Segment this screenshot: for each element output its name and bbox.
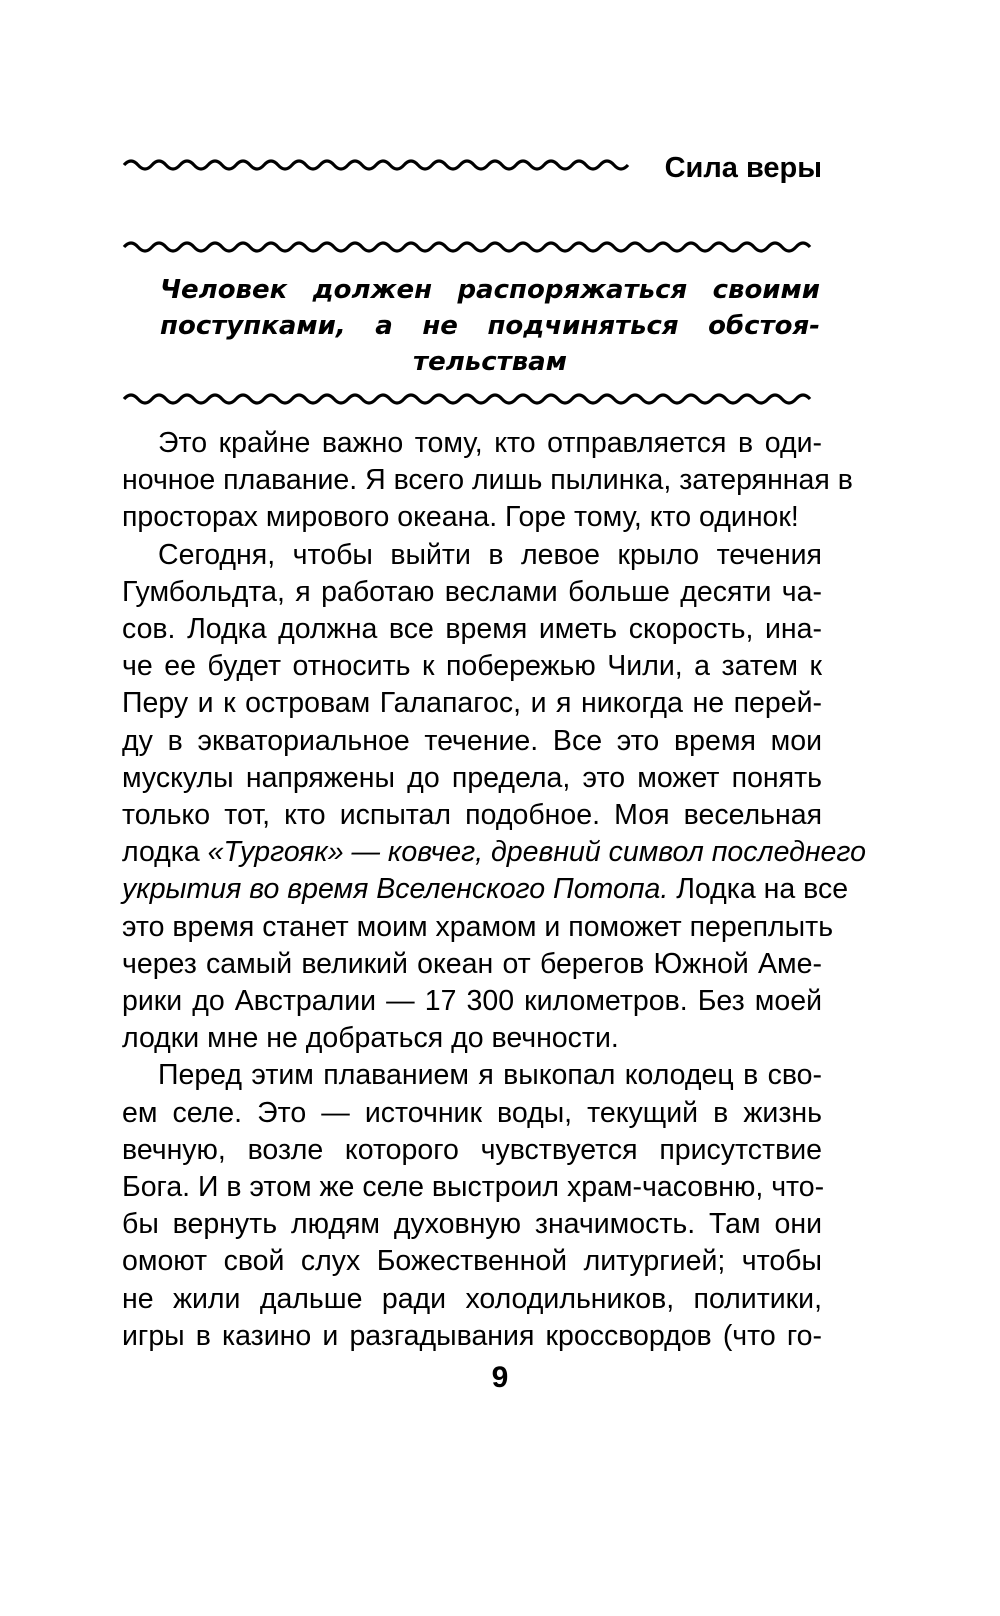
running-header <box>0 148 1000 188</box>
body-text <box>122 425 866 1355</box>
body-line: рики до Австралии — 17 300 километров. Без моей <box>122 985 822 1018</box>
body-line: бы вернуть людям духовную значимость. Там они <box>122 1208 822 1241</box>
body-line: лодки мне не добраться до вечности. <box>122 1022 619 1055</box>
heading-top-wave-rule <box>122 236 822 258</box>
body-line-mixed <box>122 834 866 871</box>
page-number: 9 <box>491 1361 509 1394</box>
body-line: ду в экваториальное течение. Все это время мои <box>122 724 822 757</box>
body-line: через самый великий океан от берегов Южной Аме- <box>122 947 822 980</box>
body-line: Гумбольдта, я работаю веслами больше десяти ча- <box>122 575 822 608</box>
body-line: игры в казино и разгадывания кроссвордов (что го- <box>122 1319 822 1352</box>
body-line: сов. Лодка должна все время иметь скорость, ина- <box>122 613 822 646</box>
body-line: Перед этим плаванием я выкопал колодец в сво- <box>158 1059 822 1092</box>
body-line: омоют свой слух Божественной литургией; чтобы <box>122 1245 822 1278</box>
heading-line: поступками, а не подчиняться обстоя- <box>160 311 820 341</box>
heading-bottom-wave-rule <box>122 388 822 410</box>
body-line: Перу и к островам Галапагос, и я никогда не перей- <box>122 687 822 720</box>
body-line: вечную, возле которого чувствуется присутствие <box>122 1133 822 1166</box>
body-line: Сегодня, чтобы выйти в левое крыло течения <box>158 538 822 571</box>
body-line-italic-part: «Тургояк» — ковчег, древний символ последнего <box>207 836 866 869</box>
heading-line: Человек должен распоряжаться своими <box>160 275 820 305</box>
chapter-heading <box>160 272 820 380</box>
body-line: Это крайне важно тому, кто отправляется в оди- <box>158 427 822 459</box>
body-line-mixed <box>122 871 849 908</box>
body-line-italic-part: укрытия во время Вселенского Потопа. <box>122 873 669 906</box>
body-line: Бога. И в этом же селе выстроил храм-часовню, что- <box>122 1171 825 1204</box>
body-line: ем селе. Это — источник воды, текущий в жизнь <box>122 1096 822 1129</box>
header-wave-path <box>124 161 628 169</box>
body-line-plain-part: лодка <box>122 836 208 869</box>
heading-line: тельствам <box>413 347 567 377</box>
header-wave-rule <box>122 154 638 176</box>
body-line-plain-part: Лодка на все <box>668 873 849 906</box>
body-line: только тот, кто испытал подобное. Моя весельная <box>122 799 822 832</box>
body-line: это время станет моим храмом и поможет переплыть <box>122 910 834 943</box>
running-title: Сила веры <box>664 152 822 184</box>
body-line: че ее будет относить к побережью Чили, а затем к <box>122 650 822 683</box>
body-line: мускулы напряжены до предела, это может понять <box>122 761 822 794</box>
body-line: ночное плавание. Я всего лишь пылинка, затерянная в <box>122 464 853 497</box>
body-line: просторах мирового океана. Горе тому, кто одинок! <box>122 501 799 534</box>
body-line: не жили дальше ради холодильников, политики, <box>122 1282 822 1315</box>
